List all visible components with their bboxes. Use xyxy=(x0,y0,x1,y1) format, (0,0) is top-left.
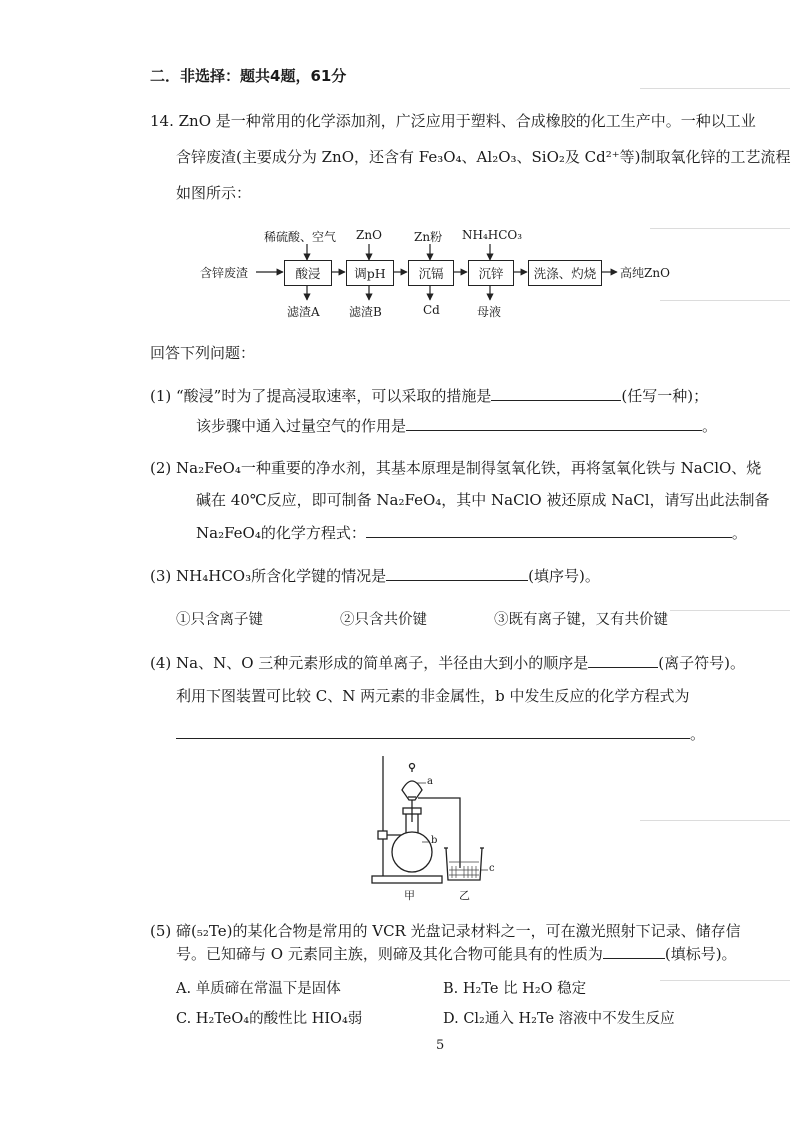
flow-byproduct-residue-a: 滤渣A xyxy=(287,305,320,319)
part5-line1: (5) 碲(₅₂Te)的某化合物是常用的 VCR 光盘记录材料之一，可在激光照射下记录、储存信 xyxy=(150,922,741,940)
apparatus-label-c: c xyxy=(489,863,495,874)
part4-text: (4) Na、N、O 三种元素形成的简单离子，半径由大到小的顺序是 xyxy=(150,654,589,672)
part2-line3 xyxy=(196,523,747,543)
flowchart-arrows xyxy=(0,0,800,330)
apparatus-label-b: b xyxy=(431,835,438,846)
flow-byproduct-cd: Cd xyxy=(423,303,440,317)
flow-step-wash-calcine: 洗涤、灼烧 xyxy=(528,260,602,286)
part1-note: (任写一种)； xyxy=(621,387,709,405)
part2-answer-blank[interactable] xyxy=(366,523,732,538)
part2-text: Na₂FeO₄的化学方程式： xyxy=(196,524,366,542)
part2-line2: 碱在 40℃反应，即可制备 Na₂FeO₄，其中 NaClO 被还原成 NaCl，请写出此法制备 xyxy=(196,491,770,509)
flow-byproduct-residue-b: 滤渣B xyxy=(349,305,382,319)
part1-text: (1) “酸浸”时为了提高浸取速率，可以采取的措施是 xyxy=(150,387,492,405)
part3-answer-blank[interactable] xyxy=(386,566,528,581)
part5-option-c: C. H₂TeO₄的酸性比 HIO₄弱 xyxy=(176,1011,363,1027)
part5-note: (填标号)。 xyxy=(664,945,737,963)
part3-option-2: ②只含共价键 xyxy=(340,612,427,628)
part4-answer-blank-2[interactable] xyxy=(176,724,690,739)
flow-step-adjust-ph: 调pH xyxy=(346,260,394,286)
part1-line2 xyxy=(196,416,717,436)
part1-end: 。 xyxy=(702,417,718,435)
apparatus-label-jia: 甲 xyxy=(404,889,415,902)
part3-text: (3) NH₄HCO₃所含化学键的情况是 xyxy=(150,567,387,585)
apparatus-label-yi: 乙 xyxy=(459,889,470,902)
part4-line2: 利用下图装置可比较 C、N 两元素的非金属性，b 中发生反应的化学方程式为 xyxy=(176,687,690,705)
part2-end: 。 xyxy=(731,524,747,542)
flow-reagent-acid-air: 稀硫酸、空气 xyxy=(264,230,337,244)
part4-line3 xyxy=(176,724,705,744)
q14-line2: 含锌废渣(主要成分为 ZnO，还含有 Fe₃O₄、Al₂O₃、SiO₂及 Cd²⁺等)制取氧化锌的工艺流程 xyxy=(176,148,791,166)
flow-reagent-zno: ZnO xyxy=(356,228,382,242)
part4-answer-blank-1[interactable] xyxy=(588,653,658,668)
flow-product: 高纯ZnO xyxy=(620,266,670,280)
flow-byproduct-mother-liquor: 母液 xyxy=(477,305,502,319)
part3-line1 xyxy=(150,566,600,586)
part3-option-3: ③既有离子键，又有共价键 xyxy=(494,612,668,628)
flow-input: 含锌废渣 xyxy=(200,266,249,280)
flow-step-acid-leach: 酸浸 xyxy=(284,260,332,286)
part4-note: (离子符号)。 xyxy=(658,654,745,672)
part5-option-d: D. Cl₂通入 H₂Te 溶液中不发生反应 xyxy=(443,1011,675,1027)
answer-prompt: 回答下列问题： xyxy=(150,344,256,362)
part4-end: 。 xyxy=(690,725,706,743)
part2-line1: (2) Na₂FeO₄一种重要的净水剂，其基本原理是制得氢氧化铁，再将氢氧化铁与 NaClO、烧 xyxy=(150,459,762,477)
part1-answer-blank-2[interactable] xyxy=(406,416,702,431)
apparatus-label-a: a xyxy=(427,776,433,787)
q14-line1: 14. ZnO 是一种常用的化学添加剂，广泛应用于塑料、合成橡胶的化工生产中。一种以工业 xyxy=(150,112,756,130)
page-number: 5 xyxy=(436,1038,445,1053)
part5-option-a: A. 单质碲在常温下是固体 xyxy=(176,981,341,997)
apparatus-figure xyxy=(360,750,520,900)
part1-text-2: 该步骤中通入过量空气的作用是 xyxy=(196,417,407,435)
part5-text: 号。已知碲与 O 元素同主族，则碲及其化合物可能具有的性质为 xyxy=(176,945,603,963)
section-title: 二．非选择：题共4题，61分 xyxy=(150,67,347,85)
part3-option-1: ①只含离子键 xyxy=(176,612,263,628)
part5-option-b: B. H₂Te 比 H₂O 稳定 xyxy=(443,981,587,997)
apparatus-drawing xyxy=(360,750,520,900)
part5-line2 xyxy=(176,944,737,964)
flow-reagent-nh4hco3: NH₄HCO₃ xyxy=(462,228,523,242)
part3-note: (填序号)。 xyxy=(528,567,600,585)
flow-step-zn-precipitation: 沉锌 xyxy=(468,260,514,286)
part1-answer-blank-1[interactable] xyxy=(491,386,621,401)
part4-line1 xyxy=(150,653,745,673)
q14-line3: 如图所示： xyxy=(176,184,252,202)
part1-line1 xyxy=(150,386,708,406)
process-flowchart xyxy=(0,0,800,330)
flow-step-cd-precipitation: 沉镉 xyxy=(408,260,454,286)
flow-reagent-zn-powder: Zn粉 xyxy=(414,230,443,244)
part5-answer-blank[interactable] xyxy=(603,944,665,959)
